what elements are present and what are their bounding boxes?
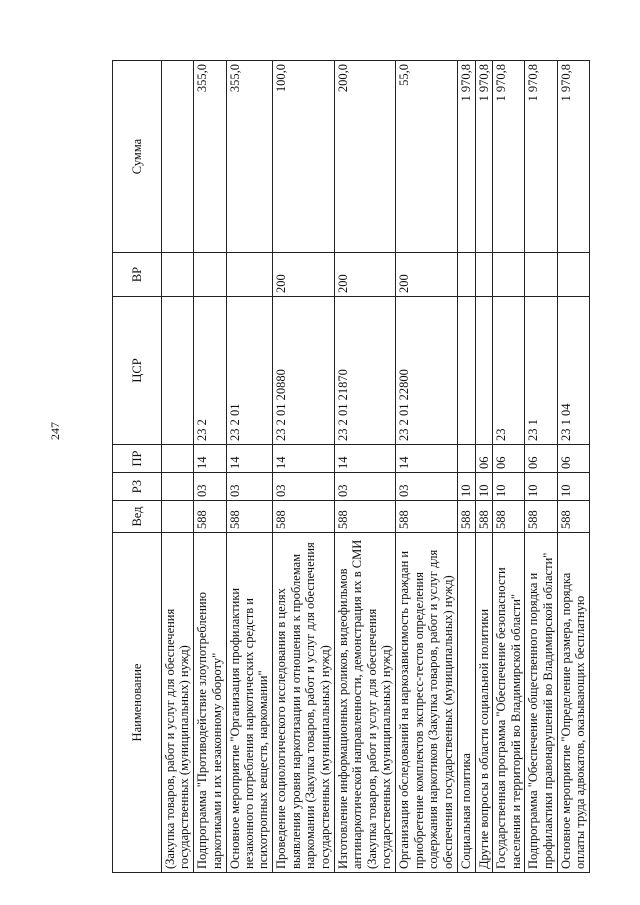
cell-sum: 1 970,8 [525,61,557,253]
cell-sum: 55,0 [396,61,457,253]
cell-csr: 23 [493,297,525,445]
cell-vr [557,253,589,297]
cell-name: (Закупка товаров, работ и услуг для обеспечения государственных (муниципальных) нужд) [162,533,194,873]
cell-ved: 588 [475,501,493,533]
table-row [273,61,334,873]
cell-sum: 100,0 [273,61,334,253]
cell-name: Подпрограмма "Противодействие злоупотреблению наркотиками и их незаконному обороту" [194,533,226,873]
cell-csr [457,297,475,445]
table-row [525,61,557,873]
cell-rz: 10 [557,473,589,501]
cell-name: Проведение социологического исследования в целях выявления уровня наркотизации и отношения к проблемам наркомании (Закупка товаров, работ и услуг для обеспечения государственных (муниципальных) нужд) [273,533,334,873]
cell-rz: 10 [475,473,493,501]
cell-rz: 03 [396,473,457,501]
cell-csr [475,297,493,445]
cell-ved: 588 [396,501,457,533]
cell-vr [493,253,525,297]
cell-sum: 1 970,8 [457,61,475,253]
cell-rz: 10 [457,473,475,501]
cell-name: Основное мероприятие "Определение размера, порядка оплаты труда адвокатов, оказывающих бесплатную [557,533,589,873]
table-row [475,61,493,873]
header-vr: ВР [113,253,162,297]
header-csr: ЦСР [113,297,162,445]
table-row [162,61,194,873]
cell-ved: 588 [226,501,273,533]
page-number: 247 [48,422,62,440]
cell-rz: 03 [194,473,226,501]
cell-vr [457,253,475,297]
cell-pr: 06 [475,445,493,473]
cell-sum: 1 970,8 [557,61,589,253]
cell-vr: 200 [273,253,334,297]
cell-sum: 1 970,8 [493,61,525,253]
table-row [396,61,457,873]
cell-sum [162,61,194,253]
cell-rz [162,473,194,501]
cell-name: Другие вопросы в области социальной политики [475,533,493,873]
table-row [194,61,226,873]
cell-csr: 23 1 [525,297,557,445]
cell-csr: 23 2 01 22800 [396,297,457,445]
cell-rz: 03 [273,473,334,501]
cell-pr [457,445,475,473]
cell-vr: 200 [396,253,457,297]
cell-ved: 588 [273,501,334,533]
cell-name: Социальная политика [457,533,475,873]
cell-sum: 355,0 [226,61,273,253]
cell-name: Подпрограмма "Обеспечение общественного порядка и профилактики правонарушений во Владимирской области" [525,533,557,873]
header-pr: ПР [113,445,162,473]
cell-vr [194,253,226,297]
cell-csr: 23 2 01 21870 [334,297,395,445]
cell-ved: 588 [525,501,557,533]
cell-name: Государственная программа "Обеспечение безопасности населения и территорий во Владимирской области" [493,533,525,873]
cell-rz: 03 [226,473,273,501]
table-header-row [113,61,162,873]
cell-sum: 355,0 [194,61,226,253]
cell-rz: 10 [525,473,557,501]
cell-rz: 10 [493,473,525,501]
cell-pr: 06 [493,445,525,473]
cell-ved [162,501,194,533]
cell-pr: 14 [334,445,395,473]
header-name: Наименование [113,533,162,873]
cell-vr [525,253,557,297]
table-row [557,61,589,873]
header-ved: Вед [113,501,162,533]
cell-vr [226,253,273,297]
cell-csr: 23 1 04 [557,297,589,445]
budget-table-rotated [112,61,590,873]
cell-csr [162,297,194,445]
cell-sum: 200,0 [334,61,395,253]
cell-vr: 200 [334,253,395,297]
cell-name: Основное мероприятие "Организация профилактики незаконного потребления наркотических средств и психотропных веществ, наркомании" [226,533,273,873]
header-sum: Сумма [113,61,162,253]
table-row [334,61,395,873]
budget-table [112,60,590,873]
cell-pr: 14 [226,445,273,473]
header-rz: РЗ [113,473,162,501]
cell-pr: 06 [557,445,589,473]
cell-ved: 588 [457,501,475,533]
cell-pr: 14 [194,445,226,473]
table-row [457,61,475,873]
cell-csr: 23 2 01 20880 [273,297,334,445]
table-row [493,61,525,873]
cell-pr: 14 [273,445,334,473]
cell-vr [475,253,493,297]
table-row [226,61,273,873]
cell-pr: 06 [525,445,557,473]
cell-pr: 14 [396,445,457,473]
cell-ved: 588 [493,501,525,533]
cell-sum: 1 970,8 [475,61,493,253]
cell-pr [162,445,194,473]
cell-csr: 23 2 [194,297,226,445]
cell-vr [162,253,194,297]
cell-rz: 03 [334,473,395,501]
cell-ved: 588 [334,501,395,533]
cell-ved: 588 [557,501,589,533]
cell-csr: 23 2 01 [226,297,273,445]
cell-ved: 588 [194,501,226,533]
cell-name: Изготовление информационных роликов, видеофильмов антинаркотической направленности, демонстрация их в СМИ (Закупка товаров, работ и услуг для обеспечения государственных (муниципальных) нужд) [334,533,395,873]
cell-name: Организация обследований на наркозависимость граждан и приобретение комплектов экспресс-тестов определения содержания наркотиков (Закупка товаров, работ и услуг для обеспечения государственных (муниципальных) нужд) [396,533,457,873]
